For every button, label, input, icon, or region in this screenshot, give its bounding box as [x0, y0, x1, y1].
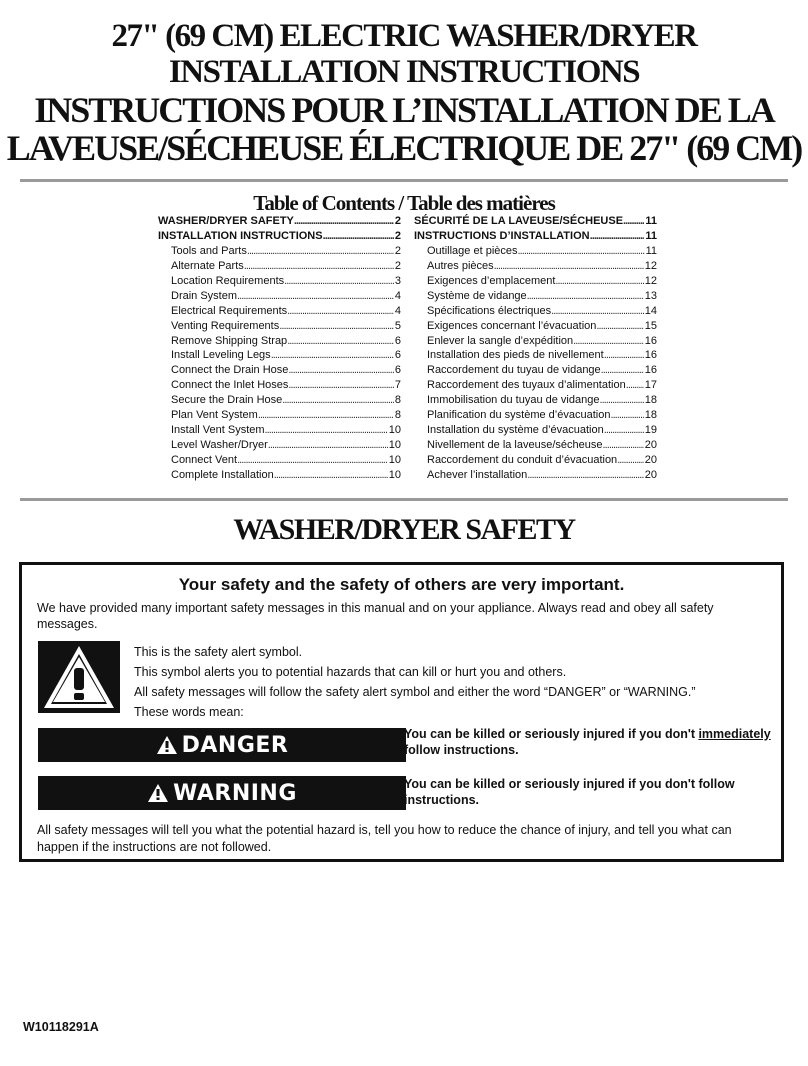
toc-leader-dots	[237, 290, 394, 302]
toc-entry-label: Complete Installation	[171, 468, 274, 481]
toc-entry-label: Connect Vent	[171, 454, 238, 466]
toc-entry-page: 15	[644, 319, 657, 332]
toc-entry	[414, 275, 657, 290]
toc-leader-dots	[626, 379, 644, 391]
toc-entry-page: 18	[644, 394, 657, 407]
toc-entry-label: Alternate Parts	[171, 259, 244, 272]
toc-entry	[414, 379, 657, 394]
toc-entry	[158, 215, 401, 230]
toc-entry-page: 17	[644, 379, 657, 392]
toc-entry-label: Venting Requirements	[171, 319, 280, 332]
toc-entry	[414, 305, 657, 320]
toc-entry-page: 5	[394, 319, 401, 332]
title-english-line2: INSTALLATION INSTRUCTIONS	[168, 54, 640, 90]
toc-entry-page: 16	[644, 349, 657, 362]
toc-entry-label: Enlever la sangle d’expédition	[427, 334, 574, 347]
toc-entry-page: 16	[644, 364, 657, 377]
toc-entry	[158, 364, 401, 379]
toc-entry-label: Level Washer/Dryer	[171, 439, 268, 452]
toc-entry-label: Exigences d’emplacement	[427, 274, 556, 287]
toc-entry-page: 16	[644, 334, 657, 347]
toc-entry-label: Outillage et pièces	[427, 244, 518, 257]
toc-entry-page: 8	[394, 394, 401, 407]
toc-entry	[414, 335, 657, 350]
toc-entry-label: Tools and Parts	[171, 244, 247, 257]
safety-footer: All safety messages will tell you what the potential hazard is, tell you how to reduce the chance of injury, and tell you what can happen if the instructions are not followed.	[37, 823, 732, 854]
safety-box	[19, 562, 784, 862]
toc-leader-dots	[244, 260, 394, 272]
toc-entry-label: Nivellement de la laveuse/sécheuse	[427, 439, 603, 452]
toc-entry-page: 11	[645, 215, 657, 227]
toc-leader-dots	[610, 409, 643, 421]
toc-leader-dots	[287, 335, 394, 347]
toc-entry	[414, 320, 657, 335]
toc-entry-label: Installation du système d’évacuation	[427, 424, 604, 437]
toc-leader-dots	[271, 349, 394, 361]
document-number: W10118291A	[23, 1020, 99, 1034]
toc-entry-label: Connect the Inlet Hoses	[171, 379, 289, 392]
toc-leader-dots	[265, 424, 388, 436]
toc-entry-label: Exigences concernant l’évacuation	[427, 319, 597, 332]
toc-leader-dots	[617, 454, 644, 466]
symbol-line: These words mean:	[134, 705, 244, 719]
toc-entry-page: 6	[394, 349, 401, 362]
toc-entry	[158, 260, 401, 275]
toc-entry-page: 11	[645, 244, 657, 257]
toc-leader-dots	[287, 305, 394, 317]
toc-entry-page: 10	[388, 424, 401, 437]
safety-intro: We have provided many important safety messages in this manual and on your appliance. Always read and obey all safety messages.	[37, 601, 714, 631]
toc-entry	[414, 245, 657, 260]
toc-leader-dots	[603, 439, 644, 451]
toc-entry-page: 10	[388, 468, 401, 481]
toc-entry-label: Système de vidange	[427, 289, 527, 302]
emphasis-immediately: immediately	[698, 727, 771, 741]
toc-entry-label: Raccordement des tuyaux d’alimentation	[427, 379, 626, 392]
toc-entry	[414, 394, 657, 409]
toc-entry-label: Autres pièces	[427, 259, 494, 272]
alert-triangle-icon	[156, 735, 178, 755]
toc-entry	[158, 349, 401, 364]
toc-leader-dots	[604, 349, 644, 361]
toc-leader-dots	[555, 275, 643, 287]
toc-entry-page: 12	[644, 274, 657, 287]
toc-entry-label: Achever l’installation	[427, 468, 528, 481]
toc-entry	[158, 290, 401, 305]
toc-entry-page: 4	[394, 304, 401, 317]
toc-english-column	[158, 215, 401, 484]
toc-entry-page: 10	[388, 454, 401, 466]
toc-entry	[414, 215, 657, 230]
toc-entry-label: SÉCURITÉ DE LA LAVEUSE/SÉCHEUSE	[414, 215, 624, 227]
toc-entry-label: INSTRUCTIONS D’INSTALLATION	[414, 229, 590, 242]
toc-entry-label: Remove Shipping Strap	[171, 334, 288, 347]
symbol-line: All safety messages will follow the safety alert symbol and either the word “DANGER” or “WARNING.”	[134, 685, 696, 699]
toc-entry	[158, 275, 401, 290]
toc-entry	[414, 409, 657, 424]
toc-entry	[158, 424, 401, 439]
toc-entry-page: 12	[644, 259, 657, 272]
toc-entry-page: 6	[394, 364, 401, 377]
toc-entry-page: 11	[645, 229, 657, 242]
toc-entry	[414, 364, 657, 379]
toc-entry	[158, 230, 401, 245]
toc-leader-dots	[279, 320, 394, 332]
toc-leader-dots	[527, 290, 644, 302]
toc-entry-label: Install Vent System	[171, 424, 265, 437]
toc-leader-dots	[494, 260, 644, 272]
danger-sign	[38, 728, 406, 762]
toc-leader-dots	[604, 424, 644, 436]
toc-entry-label: Planification du système d’évacuation	[427, 409, 611, 422]
toc-leader-dots	[590, 230, 645, 242]
toc-entry	[414, 439, 657, 454]
toc-leader-dots	[284, 275, 394, 287]
toc-entry-page: 8	[394, 409, 401, 422]
warning-label: WARNING	[173, 780, 297, 806]
toc-entry	[414, 290, 657, 305]
toc-leader-dots	[294, 215, 394, 227]
safety-symbol-explanation	[134, 642, 774, 722]
toc-entry-page: 2	[394, 259, 401, 272]
toc-heading: Table of Contents / Table des matières	[253, 191, 555, 215]
toc-entry-page: 2	[394, 244, 401, 257]
toc-leader-dots	[258, 409, 394, 421]
toc-entry-page: 18	[644, 409, 657, 422]
toc-entry-label: Electrical Requirements	[171, 304, 288, 317]
toc-entry-page: 10	[388, 439, 401, 452]
toc-entry-label: INSTALLATION INSTRUCTIONS	[158, 229, 323, 242]
toc-entry-label: Install Leveling Legs	[171, 349, 271, 362]
toc-leader-dots	[323, 230, 394, 242]
toc-entry-page: 3	[394, 274, 401, 287]
toc-entry-page: 20	[644, 468, 657, 481]
toc-entry	[414, 454, 657, 469]
toc-entry-label: Installation des pieds de nivellement	[427, 349, 604, 362]
toc-entry	[158, 394, 401, 409]
toc-leader-dots	[527, 469, 643, 481]
toc-entry	[158, 409, 401, 424]
toc-entry-label: Raccordement du conduit d’évacuation	[427, 454, 618, 466]
toc-entry-page: 2	[394, 229, 401, 242]
toc-entry-page: 4	[394, 289, 401, 302]
warning-description: You can be killed or seriously injured if you don't follow instructions.	[404, 777, 735, 807]
toc-leader-dots	[282, 394, 394, 406]
symbol-line: This is the safety alert symbol.	[134, 645, 303, 659]
toc-entry	[414, 260, 657, 275]
toc-entry-label: Plan Vent System	[171, 409, 258, 422]
toc-leader-dots	[237, 454, 388, 466]
alert-triangle-icon	[147, 783, 169, 803]
toc-entry-label: Immobilisation du tuyau de vidange	[427, 394, 600, 407]
toc-leader-dots	[288, 379, 393, 391]
toc-entry	[158, 469, 401, 484]
toc-entry	[158, 439, 401, 454]
safety-box-heading: Your safety and the safety of others are very important.	[178, 575, 625, 594]
toc-french-column	[414, 215, 657, 484]
toc-entry	[158, 320, 401, 335]
toc-leader-dots	[596, 320, 643, 332]
toc-leader-dots	[551, 305, 644, 317]
toc-entry	[158, 305, 401, 320]
toc-entry	[158, 379, 401, 394]
toc-leader-dots	[623, 215, 644, 227]
toc-leader-dots	[288, 364, 393, 376]
safety-alert-triangle-icon	[38, 641, 120, 713]
toc-entry	[158, 454, 401, 469]
toc-leader-dots	[268, 439, 388, 451]
toc-leader-dots	[573, 335, 644, 347]
toc-entry-page: 19	[644, 424, 657, 437]
toc-entry-page: 20	[644, 454, 657, 466]
toc-entry-label: Connect the Drain Hose	[171, 364, 289, 377]
warning-sign	[38, 776, 406, 810]
document-title	[0, 20, 808, 168]
danger-description: You can be killed or seriously injured if you don't immediately follow instructions.	[404, 727, 771, 757]
symbol-line: This symbol alerts you to potential hazards that can kill or hurt you and others.	[134, 665, 567, 679]
title-french-line1: INSTRUCTIONS POUR L’INSTALLATION DE LA	[34, 90, 774, 130]
toc-entry	[414, 349, 657, 364]
toc-entry-page: 2	[394, 215, 401, 227]
toc-entry-page: 13	[644, 289, 657, 302]
toc-leader-dots	[599, 394, 643, 406]
title-english-line1: 27" (69 CM) ELECTRIC WASHER/DRYER	[111, 18, 697, 54]
toc-entry	[158, 335, 401, 350]
toc-entry	[414, 230, 657, 245]
toc-entry-page: 14	[644, 304, 657, 317]
toc-entry-label: Drain System	[171, 289, 238, 302]
divider-rule	[20, 498, 788, 501]
toc-entry-label: Location Requirements	[171, 274, 285, 287]
toc-leader-dots	[274, 469, 388, 481]
toc-entry-label: WASHER/DRYER SAFETY	[158, 215, 294, 227]
toc-entry-label: Secure the Drain Hose	[171, 394, 283, 407]
toc-leader-dots	[518, 245, 645, 257]
toc-entry	[158, 245, 401, 260]
toc-entry-page: 7	[394, 379, 401, 392]
toc-entry-label: Raccordement du tuyau de vidange	[427, 364, 601, 377]
danger-label: DANGER	[181, 732, 289, 758]
toc-leader-dots	[601, 364, 644, 376]
section-heading-safety: WASHER/DRYER SAFETY	[233, 513, 575, 546]
toc-entry-label: Spécifications électriques	[427, 304, 552, 317]
toc-leader-dots	[247, 245, 394, 257]
toc-entry	[414, 469, 657, 484]
toc-entry	[414, 424, 657, 439]
divider-rule	[20, 179, 788, 182]
toc-entry-page: 6	[394, 334, 401, 347]
toc-entry-page: 20	[644, 439, 657, 452]
title-french-line2: LAVEUSE/SÉCHEUSE ÉLECTRIQUE DE 27" (69 CM)	[6, 128, 802, 168]
